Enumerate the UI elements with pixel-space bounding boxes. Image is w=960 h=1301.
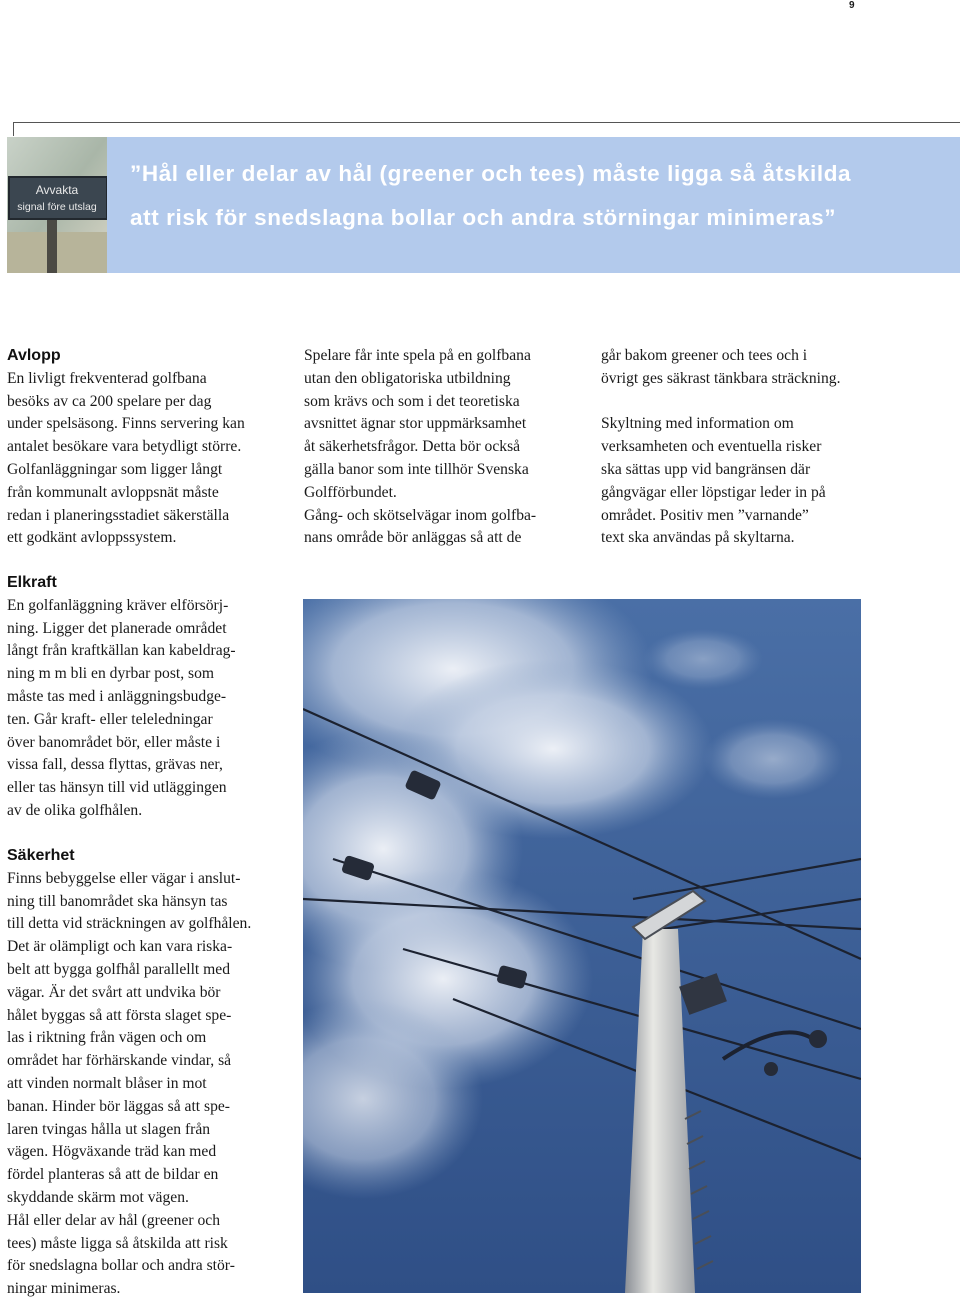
text-line: laren tvingas hålla ut slagen från — [7, 1120, 211, 1138]
text-line: ska sättas upp vid bangränsen där — [601, 460, 811, 478]
text-line: belt att bygga golfhål parallellt med — [7, 960, 231, 978]
pull-quote-line-2: att risk för snedslagna bollar och andra störningar minimeras” — [130, 205, 837, 230]
text-line: Gång- och skötselvägar inom golfba- — [304, 506, 537, 524]
heading-avlopp: Avlopp — [7, 347, 61, 364]
text-line: fördel planteras så att de bildar en — [7, 1166, 219, 1184]
text-line: Det är olämpligt och kan vara riska- — [7, 938, 233, 956]
text-line: måste tas med i anläggningsbudge- — [7, 687, 227, 705]
text-line: skyddande skärm mot vägen. — [7, 1188, 189, 1206]
paragraph-col3-1 — [601, 345, 901, 391]
paragraph-col2 — [304, 345, 594, 550]
text-line: utan den obligatoriska utbildning — [304, 369, 511, 387]
pull-quote-line-1: ”Hål eller delar av hål (greener och tees) måste ligga så åtskilda — [130, 161, 852, 186]
text-line: avsnittet ägnar stor uppmärksamhet — [304, 415, 527, 433]
text-line: redan i planeringsstadiet säkerställa — [7, 506, 230, 524]
text-line: ningar minimeras. — [7, 1280, 121, 1298]
page-number: 9 — [849, 0, 855, 11]
paragraph-avlopp — [7, 368, 292, 550]
text-line: Golfförbundet. — [304, 483, 397, 501]
text-line: långt från kraftkällan kan kabeldrag- — [7, 642, 236, 660]
text-line: En golfanläggning kräver elförsörj- — [7, 596, 229, 614]
section-sakerhet — [7, 845, 297, 1301]
text-line: till detta vid sträckningen av golfhålen. — [7, 915, 252, 933]
text-line: En livligt frekventerad golfbana — [7, 369, 207, 387]
text-line: ning m m bli en dyrbar post, som — [7, 665, 215, 683]
text-line: Finns bebyggelse eller vägar i anslut- — [7, 869, 241, 887]
heading-elkraft: Elkraft — [7, 574, 57, 591]
text-line: från kommunalt avloppsnät måste — [7, 483, 219, 501]
section-col2 — [304, 345, 594, 550]
text-line: vissa fall, dessa flyttas, grävas ner, — [7, 756, 223, 774]
text-line: nans område bör anläggas så att de — [304, 529, 522, 547]
text-line: ten. Går kraft- eller teleledningar — [7, 710, 213, 728]
text-line: för snedslagna bollar och andra stör- — [7, 1257, 235, 1275]
text-line: Hål eller delar av hål (greener och — [7, 1211, 220, 1229]
text-line: området. Positiv men ”varnande” — [601, 506, 809, 524]
text-line: vägar. Är det svårt att undvika bör — [7, 983, 221, 1001]
power-line-photo — [303, 599, 861, 1293]
text-line: går bakom greener och tees och i — [601, 347, 808, 364]
text-line: ett godkänt avloppssystem. — [7, 529, 177, 547]
text-line: tees) måste ligga så åtskilda att risk — [7, 1234, 228, 1252]
section-avlopp — [7, 345, 292, 550]
section-col3 — [601, 345, 901, 550]
text-line: vägen. Högväxande träd kan med — [7, 1143, 217, 1161]
text-line: över banområdet bör, eller måste i — [7, 733, 221, 751]
paragraph-elkraft — [7, 595, 292, 823]
text-line: åt säkerhetsfrågor. Detta bör också — [304, 438, 521, 456]
pull-quote — [130, 152, 950, 240]
header-rule-tick — [13, 122, 14, 136]
text-line: Spelare får inte spela på en golfbana — [304, 347, 531, 364]
sign-text-line-2: signal före utslag — [17, 201, 97, 213]
header-rule — [13, 122, 960, 123]
text-line: av de olika golfhålen. — [7, 801, 143, 819]
text-line: eller tas hänsyn till vid utläggingen — [7, 779, 227, 797]
text-line: banan. Hinder bör läggas så att spe- — [7, 1097, 231, 1115]
text-line: gälla banor som inte tillhör Svenska — [304, 460, 529, 478]
text-line: övrigt ges säkrast tänkbara sträckning. — [601, 369, 841, 387]
text-line: besöks av ca 200 spelare per dag — [7, 392, 212, 410]
text-line: under spelsäsong. Finns servering kan — [7, 415, 245, 433]
text-line: antalet besökare vara betydligt större. — [7, 438, 242, 456]
paragraph-col3-2 — [601, 413, 901, 550]
text-line: hålet byggas så att första slaget spe- — [7, 1006, 232, 1024]
text-line: ning. Ligger det planerade området — [7, 619, 227, 637]
text-line: las i riktning från vägen och om — [7, 1029, 207, 1047]
text-line: Golfanläggningar som ligger långt — [7, 460, 223, 478]
text-line: gångvägar eller löpstigar leder in på — [601, 483, 826, 501]
text-line: ning till banområdet ska hänsyn tas — [7, 892, 228, 910]
text-line: Skyltning med information om — [601, 415, 794, 433]
text-line: som krävs och som i det teoretiska — [304, 392, 520, 410]
heading-sakerhet: Säkerhet — [7, 847, 75, 864]
text-line: verksamheten och eventuella risker — [601, 438, 822, 456]
text-line: att vinden normalt blåser in mot — [7, 1074, 207, 1092]
section-elkraft — [7, 572, 292, 823]
sign-text-line-1: Avvakta — [35, 183, 79, 197]
paragraph-sakerhet — [7, 868, 297, 1301]
warning-sign-photo — [7, 137, 107, 273]
text-line: området har förhärskande vindar, så — [7, 1052, 232, 1070]
text-line: text ska användas på skyltarna. — [601, 529, 795, 547]
